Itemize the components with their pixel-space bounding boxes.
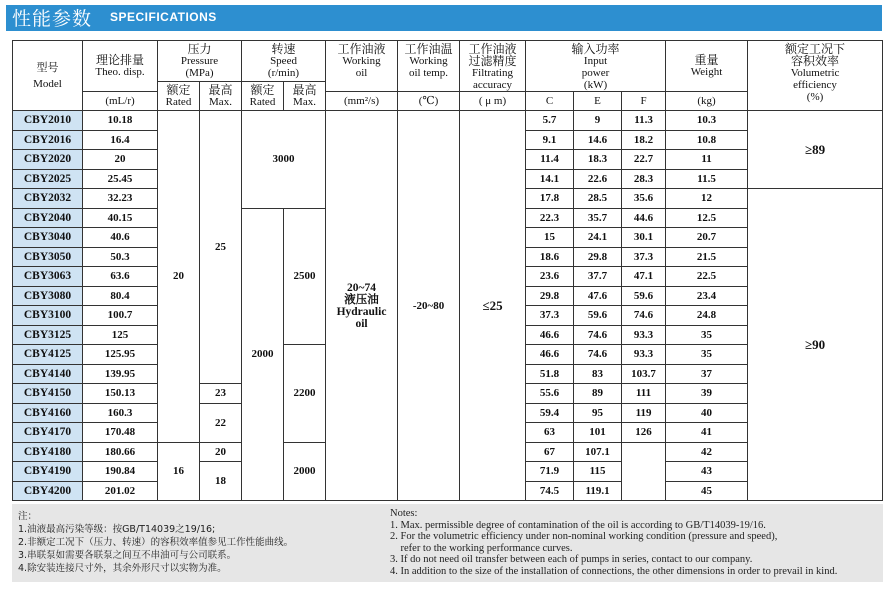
table-row [13, 111, 883, 131]
header-filter: 工作油液 过滤精度 Filtrating accuracy [460, 41, 526, 92]
note-line: 2. For the volumetric efficiency under non-nominal working condition (pressure and speed), [390, 531, 778, 542]
pressure-rated-cell: 16 [158, 442, 200, 501]
header-weight-unit: (kg) [666, 92, 748, 111]
note-line: 1. Max. permissible degree of contamination of the oil is according to GB/T14039-19/16. [390, 519, 766, 531]
weight-cell: 43 [666, 462, 748, 482]
power-f-cell: 119 [622, 403, 666, 423]
power-e-cell: 74.6 [574, 345, 622, 365]
disp-cell: 139.95 [83, 364, 158, 384]
power-f-cell: 35.6 [622, 189, 666, 209]
header-model: 型号 Model [13, 41, 83, 111]
weight-cell: 21.5 [666, 247, 748, 267]
note-line: 4.除安装连接尺寸外，其余外形尺寸以实物为准。 [18, 563, 227, 574]
disp-cell: 180.66 [83, 442, 158, 462]
weight-cell: 35 [666, 345, 748, 365]
header-temp: 工作油温 Working oil temp. [398, 41, 460, 92]
speed-max-cell: 2200 [284, 345, 326, 443]
disp-cell: 100.7 [83, 306, 158, 326]
header-eff: 额定工况下 容积效率 Volumetric efficiency (%) [748, 41, 883, 111]
power-f-cell: 11.3 [622, 111, 666, 131]
power-c-cell: 29.8 [526, 286, 574, 306]
header-speed-max: 最高 Max. [284, 82, 326, 111]
power-c-cell: 18.6 [526, 247, 574, 267]
speed-max-cell: 2500 [284, 208, 326, 345]
header-pressure-max: 最高 Max. [200, 82, 242, 111]
disp-cell: 190.84 [83, 462, 158, 482]
weight-cell: 12 [666, 189, 748, 209]
weight-cell: 37 [666, 364, 748, 384]
pressure-rated-cell: 20 [158, 111, 200, 443]
power-f-cell: 28.3 [622, 169, 666, 189]
disp-cell: 150.13 [83, 384, 158, 404]
power-c-cell: 22.3 [526, 208, 574, 228]
model-cell: CBY4180 [13, 442, 83, 462]
power-f-cell: 30.1 [622, 228, 666, 248]
power-f-cell: 93.3 [622, 345, 666, 365]
speed-max-cell: 2000 [284, 442, 326, 501]
power-c-cell: 46.6 [526, 325, 574, 345]
model-cell: CBY4125 [13, 345, 83, 365]
header-oil: 工作油液 Working oil [326, 41, 398, 92]
disp-cell: 16.4 [83, 130, 158, 150]
model-cell: CBY2040 [13, 208, 83, 228]
power-f-cell: 59.6 [622, 286, 666, 306]
weight-cell: 39 [666, 384, 748, 404]
weight-cell: 11 [666, 150, 748, 170]
weight-cell: 24.8 [666, 306, 748, 326]
note-line: 2.非额定工况下（压力、转速）的容积效率值参见工作性能曲线。 [18, 537, 294, 548]
notes-english [390, 508, 837, 577]
note-line: 1.油液最高污染等级：按GB/T14039之19/16; [18, 524, 216, 535]
table-body [13, 111, 883, 501]
model-cell: CBY4160 [13, 403, 83, 423]
power-c-cell: 71.9 [526, 462, 574, 482]
pressure-max-cell: 25 [200, 111, 242, 384]
disp-cell: 25.45 [83, 169, 158, 189]
model-cell: CBY3063 [13, 267, 83, 287]
power-e-cell: 107.1 [574, 442, 622, 462]
power-c-cell: 46.6 [526, 345, 574, 365]
header-power-e: E [574, 92, 622, 111]
power-c-cell: 74.5 [526, 481, 574, 501]
disp-cell: 170.48 [83, 423, 158, 443]
model-cell: CBY3080 [13, 286, 83, 306]
model-cell: CBY2025 [13, 169, 83, 189]
power-e-cell: 24.1 [574, 228, 622, 248]
model-cell: CBY3040 [13, 228, 83, 248]
disp-cell: 80.4 [83, 286, 158, 306]
power-f-cell: 93.3 [622, 325, 666, 345]
page-subtitle: SPECIFICATIONS [110, 10, 217, 24]
note-line: refer to the working performance curves. [390, 542, 573, 554]
weight-cell: 40 [666, 403, 748, 423]
power-c-cell: 51.8 [526, 364, 574, 384]
eff-cell: ≥89 [748, 111, 883, 189]
weight-cell: 12.5 [666, 208, 748, 228]
disp-cell: 40.6 [83, 228, 158, 248]
power-e-cell: 119.1 [574, 481, 622, 501]
power-f-cell: 22.7 [622, 150, 666, 170]
power-f-cell: 18.2 [622, 130, 666, 150]
spec-table [12, 40, 883, 501]
power-e-cell: 29.8 [574, 247, 622, 267]
power-f-cell: 126 [622, 423, 666, 443]
power-e-cell: 28.5 [574, 189, 622, 209]
speed-rated-cell: 3000 [242, 111, 326, 209]
power-e-cell: 14.6 [574, 130, 622, 150]
model-cell: CBY2016 [13, 130, 83, 150]
pressure-max-cell: 22 [200, 403, 242, 442]
weight-cell: 22.5 [666, 267, 748, 287]
power-e-cell: 89 [574, 384, 622, 404]
disp-cell: 201.02 [83, 481, 158, 501]
power-e-cell: 95 [574, 403, 622, 423]
power-f-cell: 74.6 [622, 306, 666, 326]
header-weight: 重量 Weight [666, 41, 748, 92]
power-e-cell: 74.6 [574, 325, 622, 345]
header-oil-unit: (mm²/s) [326, 92, 398, 111]
weight-cell: 45 [666, 481, 748, 501]
weight-cell: 10.8 [666, 130, 748, 150]
pressure-max-cell: 20 [200, 442, 242, 462]
disp-cell: 20 [83, 150, 158, 170]
oil-text: 20~74 [347, 281, 376, 294]
power-c-cell: 23.6 [526, 267, 574, 287]
disp-cell: 40.15 [83, 208, 158, 228]
model-cell: CBY4150 [13, 384, 83, 404]
power-c-cell: 11.4 [526, 150, 574, 170]
disp-cell: 50.3 [83, 247, 158, 267]
power-e-cell: 83 [574, 364, 622, 384]
eff-cell: ≥90 [748, 189, 883, 501]
model-cell: CBY2032 [13, 189, 83, 209]
power-e-cell: 59.6 [574, 306, 622, 326]
header-filter-unit: ( μ m) [460, 92, 526, 111]
power-f-cell [622, 442, 666, 501]
power-f-cell: 37.3 [622, 247, 666, 267]
power-f-cell: 44.6 [622, 208, 666, 228]
weight-cell: 11.5 [666, 169, 748, 189]
model-cell: CBY4140 [13, 364, 83, 384]
power-f-cell: 47.1 [622, 267, 666, 287]
power-e-cell: 115 [574, 462, 622, 482]
disp-cell: 32.23 [83, 189, 158, 209]
weight-cell: 42 [666, 442, 748, 462]
power-e-cell: 9 [574, 111, 622, 131]
notes-chinese [18, 510, 293, 575]
disp-cell: 160.3 [83, 403, 158, 423]
note-line: 注： [18, 511, 38, 522]
model-cell: CBY4200 [13, 481, 83, 501]
model-cell: CBY4170 [13, 423, 83, 443]
pressure-max-cell: 18 [200, 462, 242, 501]
temp-cell: -20~80 [398, 111, 460, 501]
oil-text: Hydraulic [336, 305, 387, 318]
header-speed: 转速 Speed (r/min) [242, 41, 326, 82]
power-c-cell: 63 [526, 423, 574, 443]
power-c-cell: 9.1 [526, 130, 574, 150]
note-line: 3. If do not need oil transfer between each of pumps in series, contact to our company. [390, 554, 753, 565]
disp-cell: 125.95 [83, 345, 158, 365]
header-pressure-rated: 额定 Rated [158, 82, 200, 111]
pressure-max-cell: 23 [200, 384, 242, 404]
model-cell: CBY3050 [13, 247, 83, 267]
power-c-cell: 14.1 [526, 169, 574, 189]
weight-cell: 23.4 [666, 286, 748, 306]
weight-cell: 35 [666, 325, 748, 345]
oil-text: 液压油 [344, 293, 379, 306]
power-f-cell: 103.7 [622, 364, 666, 384]
disp-cell: 63.6 [83, 267, 158, 287]
header-power: 输入功率 Input power (kW) [526, 41, 666, 92]
oil-text: oil [355, 317, 368, 330]
notes-panel [12, 504, 883, 582]
header-disp-unit: (mL/r) [83, 92, 158, 111]
power-e-cell: 47.6 [574, 286, 622, 306]
power-c-cell: 55.6 [526, 384, 574, 404]
header-pressure: 压力 Pressure (MPa) [158, 41, 242, 82]
power-e-cell: 35.7 [574, 208, 622, 228]
power-c-cell: 67 [526, 442, 574, 462]
speed-rated-cell: 2000 [242, 208, 284, 501]
note-line: Notes: [390, 508, 418, 519]
power-e-cell: 22.6 [574, 169, 622, 189]
header-power-c: C [526, 92, 574, 111]
header-disp: 理论排量 Theo. disp. [83, 41, 158, 92]
disp-cell: 10.18 [83, 111, 158, 131]
model-cell: CBY4190 [13, 462, 83, 482]
power-f-cell: 111 [622, 384, 666, 404]
model-cell: CBY3100 [13, 306, 83, 326]
power-e-cell: 101 [574, 423, 622, 443]
power-e-cell: 37.7 [574, 267, 622, 287]
header-temp-unit: (℃) [398, 92, 460, 111]
header-power-f: F [622, 92, 666, 111]
filter-cell: ≤25 [460, 111, 526, 501]
oil-cell [326, 111, 398, 501]
model-cell: CBY2020 [13, 150, 83, 170]
model-cell: CBY2010 [13, 111, 83, 131]
weight-cell: 20.7 [666, 228, 748, 248]
header-speed-rated: 额定 Rated [242, 82, 284, 111]
model-cell: CBY3125 [13, 325, 83, 345]
power-c-cell: 15 [526, 228, 574, 248]
note-line: 4. In addition to the size of the installation of connections, the other dimensions in order to prevail in kind. [390, 565, 838, 577]
power-c-cell: 5.7 [526, 111, 574, 131]
title-banner [0, 0, 895, 34]
disp-cell: 125 [83, 325, 158, 345]
weight-cell: 41 [666, 423, 748, 443]
power-e-cell: 18.3 [574, 150, 622, 170]
page-title: 性能参数 [12, 8, 93, 30]
weight-cell: 10.3 [666, 111, 748, 131]
power-c-cell: 37.3 [526, 306, 574, 326]
power-c-cell: 17.8 [526, 189, 574, 209]
note-line: 3.串联泵如需要各联泵之间互不串油可与公司联系。 [18, 550, 237, 561]
power-c-cell: 59.4 [526, 403, 574, 423]
